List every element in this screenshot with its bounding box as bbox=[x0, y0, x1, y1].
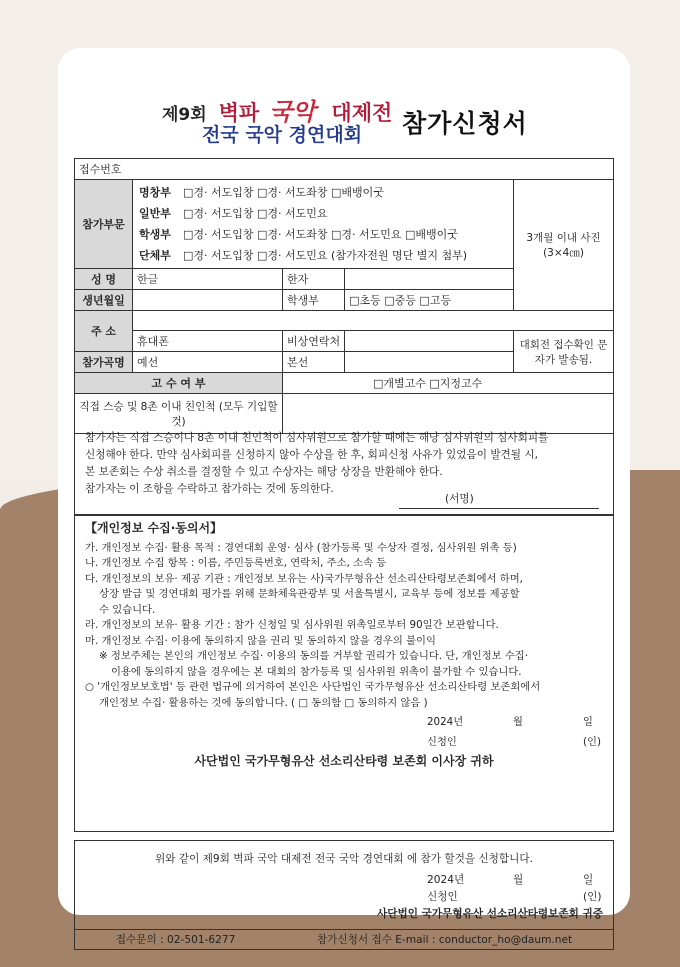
application-form bbox=[74, 158, 614, 434]
privacy-item: 수 있습니다. bbox=[99, 603, 156, 616]
mobile-label: 휴대폰 bbox=[137, 335, 169, 348]
receipt-message: 대회전 접수확인 문자가 발송됨. bbox=[514, 331, 614, 373]
event-name-c: 대제전 bbox=[331, 101, 393, 125]
privacy-item: 다. 개인정보의 보유· 제공 기관 : 개인정보 보유는 사)국가무형유산 선소리산타령보존회에서 하며, bbox=[85, 572, 523, 585]
day-label: 일 bbox=[583, 716, 593, 728]
month-label: 월 bbox=[513, 716, 523, 728]
privacy-item: 마. 개인정보 수집· 이용에 동의하지 않을 권리 및 동의하지 않을 경우의 불이익 bbox=[85, 634, 436, 647]
birth-label: 생년월일 bbox=[75, 290, 133, 311]
privacy-note: 이용에 동의하지 않을 경우에는 본 대회의 참가등록 및 심사위원 위촉이 불가할 수 있습니다. bbox=[111, 665, 522, 678]
privacy-item: 라. 개인정보의 보유· 활용 기간 : 참가 신청일 및 심사위원 위촉일로부터 90일간 보관합니다. bbox=[85, 619, 499, 631]
seal-label: (인) bbox=[583, 891, 602, 903]
final-label: 본선 bbox=[283, 352, 345, 373]
division-choices[interactable]: □경· 서도입창 □경· 서도좌창 □배뱅이굿 bbox=[183, 186, 384, 199]
contact-phone: 접수문의 : 02-501-6277 bbox=[115, 934, 236, 946]
division-label: 참가부문 bbox=[75, 180, 133, 269]
applicant-label: 신청인 bbox=[427, 735, 457, 748]
confirm-addressee: 사단법인 국가무형유산 선소리산타령보존회 귀중 bbox=[377, 908, 603, 920]
division-options bbox=[133, 180, 514, 269]
name-label: 성 명 bbox=[75, 269, 133, 290]
piece-label: 참가곡명 bbox=[75, 352, 133, 373]
division-row[interactable] bbox=[139, 203, 507, 224]
master-label: 고 수 여 부 bbox=[75, 373, 283, 394]
emergency-label: 비상연락처 bbox=[283, 331, 345, 352]
header bbox=[58, 48, 630, 158]
edition: 제9회 bbox=[162, 105, 207, 125]
receipt-label: 접수번호 bbox=[79, 163, 122, 176]
notice-line: 참가자는 이 조항을 수락하고 참가하는 것에 동의한다. bbox=[85, 483, 334, 495]
division-name: 학생부 bbox=[139, 228, 171, 241]
birth-field[interactable] bbox=[133, 290, 283, 311]
student-level-options[interactable]: □초등 □중등 □고등 bbox=[345, 290, 514, 311]
signature-field[interactable] bbox=[399, 491, 599, 509]
prelim-piece-field[interactable] bbox=[133, 352, 283, 373]
division-row[interactable] bbox=[139, 224, 507, 245]
division-row[interactable] bbox=[139, 182, 507, 203]
receipt-number-field[interactable] bbox=[75, 159, 614, 180]
privacy-title: 【개인정보 수집·동의서】 bbox=[85, 521, 223, 535]
event-subtitle: 전국 국악 경연대회 bbox=[202, 124, 363, 146]
privacy-item: 나. 개인정보 수집 항목 : 이름, 주민등록번호, 연락처, 주소, 소속 등 bbox=[85, 557, 387, 569]
notice-line: 참가자는 직접 스승이나 8촌 이내 친인척이 심사위원으로 참가할 때에는 해당 심사위원의 심사회피를 bbox=[85, 432, 549, 444]
master-options[interactable]: □개별고수 □지정고수 bbox=[283, 373, 614, 394]
signature-label: (서명) bbox=[445, 493, 474, 505]
privacy-item: 가. 개인정보 수집· 활용 목적 : 경연대회 운영· 심사 (참가등록 및 수상자 결정, 심사위원 위촉 등) bbox=[85, 541, 517, 554]
emergency-field[interactable] bbox=[345, 331, 514, 352]
hangul-label: 한글 bbox=[137, 273, 159, 286]
mobile-field[interactable] bbox=[133, 331, 283, 352]
privacy-addressee: 사단법인 국가무형유산 선소리산타령 보존회 이사장 귀하 bbox=[194, 754, 494, 768]
event-name-a: 벽파 bbox=[218, 101, 260, 125]
division-choices[interactable]: □경· 서도입창 □경· 서도좌창 □경· 서도민요 □배뱅이굿 bbox=[183, 228, 458, 241]
name-hangul-field[interactable] bbox=[133, 269, 283, 290]
name-hanja-field[interactable] bbox=[345, 269, 514, 290]
final-piece-field[interactable] bbox=[345, 352, 514, 373]
hanja-label: 한자 bbox=[283, 269, 345, 290]
student-label: 학생부 bbox=[283, 290, 345, 311]
confirm-date[interactable] bbox=[75, 872, 603, 887]
notice-line: 신청해야 한다. 만약 심사회피를 신청하지 않아 수상을 한 후, 회피신청 사유가 있었음이 발견될 시, bbox=[85, 449, 538, 461]
confirm-applicant[interactable] bbox=[75, 889, 603, 904]
privacy-applicant[interactable] bbox=[85, 735, 603, 751]
division-row[interactable] bbox=[139, 245, 507, 266]
notice-line: 본 보존회는 수상 취소를 결정할 수 있고 수상자는 해당 상장을 반환해야 한다. bbox=[85, 466, 443, 478]
division-name: 일반부 bbox=[139, 207, 171, 220]
privacy-item: 상장 발급 및 경연대회 평가를 위해 문화체육관광부 및 서울특별시, 교육부 등에 정보를 제공할 bbox=[99, 588, 520, 600]
division-name: 명창부 bbox=[139, 186, 171, 199]
address-label: 주 소 bbox=[75, 311, 133, 352]
privacy-agreement-choice[interactable]: 개인정보 수집· 활용하는 것에 동의합니다. ( □ 동의함 □ 동의하지 않음 ) bbox=[99, 696, 428, 709]
contact-email[interactable]: 참가신청서 접수 E-mail : conductor_ho@daum.net bbox=[316, 934, 573, 946]
year-label: 2024년 bbox=[427, 874, 465, 886]
day-label: 일 bbox=[583, 874, 594, 886]
seal-label: (인) bbox=[583, 735, 601, 748]
address-field[interactable] bbox=[133, 311, 614, 331]
confirmation-text: 위와 같이 제9회 벽파 국악 대제전 전국 국악 경연대회 에 참가 할것을 신청합니다. bbox=[155, 853, 533, 865]
month-label: 월 bbox=[513, 874, 524, 886]
privacy-agreement[interactable]: ○ '개인정보보호법' 등 관련 법규에 의거하여 본인은 사단법인 국가무형유산 선소리산타령 보존회에서 bbox=[85, 681, 541, 693]
prelim-label: 예선 bbox=[137, 356, 159, 369]
application-paper bbox=[58, 48, 630, 946]
photo-box[interactable]: 3개월 이내 사진 (3×4㎝) bbox=[514, 180, 614, 311]
event-name-b: 국악 bbox=[269, 97, 316, 126]
conflict-notice bbox=[74, 426, 614, 516]
division-choices[interactable]: □경· 서도입창 □경· 서도민요 (참가자전원 명단 별지 첨부) bbox=[183, 249, 467, 262]
division-choices[interactable]: □경· 서도입창 □경· 서도민요 bbox=[183, 207, 328, 220]
year-label: 2024년 bbox=[427, 716, 464, 728]
application-confirmation bbox=[74, 840, 614, 950]
privacy-note: ※ 정보주체는 본인의 개인정보 수집· 이용의 동의를 거부할 권리가 있습니다. 단, 개인정보 수집· bbox=[99, 650, 529, 662]
applicant-label: 신청인 bbox=[427, 891, 458, 903]
privacy-consent bbox=[74, 514, 614, 832]
document-title: 참가신청서 bbox=[402, 109, 528, 138]
contact-footer bbox=[75, 929, 613, 949]
relative-note: 직접 스승 및 8촌 이내 친인척 (모두 기입할 것) bbox=[75, 394, 283, 434]
privacy-date[interactable] bbox=[85, 715, 603, 731]
division-name: 단체부 bbox=[139, 249, 171, 262]
